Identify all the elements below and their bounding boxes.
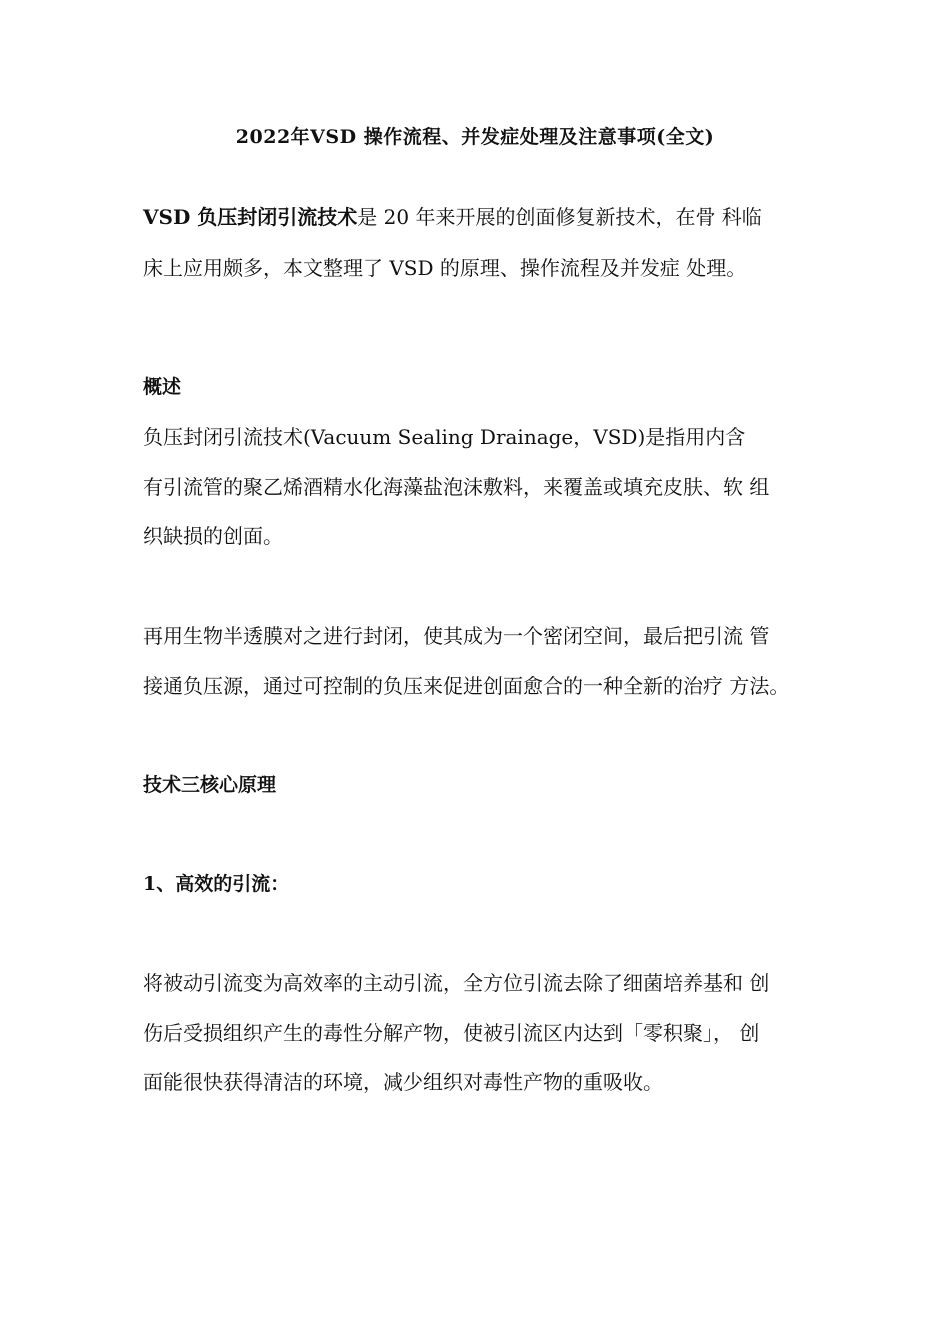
document-title: 2022年VSD 操作流程、并发症处理及注意事项(全文): [235, 126, 715, 148]
principle-1-line-3: 面能很快获得清洁的环境，减少组织对毒性产物的重吸收。: [143, 1070, 663, 1094]
overview-p1-line-2: 有引流管的聚乙烯酒精水化海藻盐泡沫敷料，来覆盖或填充皮肤、软 组: [143, 475, 770, 499]
principle-1-line-1: 将被动引流变为高效率的主动引流，全方位引流去除了细菌培养基和 创: [143, 971, 770, 995]
overview-p2-line-2: 接通负压源，通过可控制的负压来促进创面愈合的一种全新的治疗 方法。: [143, 674, 790, 698]
overview-p2-line-1: 再用生物半透膜对之进行封闭，使其成为一个密闭空间，最后把引流 管: [143, 624, 770, 648]
intro-line-1: [143, 203, 762, 231]
intro-line-2: 床上应用颇多，本文整理了 VSD 的原理、操作流程及并发症 处理。: [143, 256, 747, 280]
overview-heading: 概述: [143, 376, 182, 398]
intro-term: VSD 负压封闭引流技术: [143, 205, 358, 229]
overview-p1-line-1: 负压封闭引流技术(Vacuum Sealing Drainage，VSD)是指用内含: [143, 425, 746, 449]
principle-1-line-2: 伤后受损组织产生的毒性分解产物，使被引流区内达到「零积聚」， 创: [143, 1021, 760, 1045]
overview-p1-line-3: 织缺损的创面。: [143, 524, 283, 548]
principles-heading: 技术三核心原理: [143, 774, 277, 796]
intro-line-1-text: 是 20 年来开展的创面修复新技术，在骨 科临: [357, 205, 762, 229]
principle-1-heading: 1、高效的引流：: [143, 873, 290, 895]
